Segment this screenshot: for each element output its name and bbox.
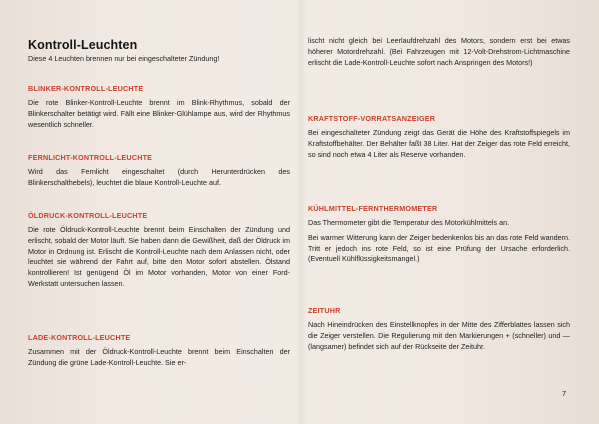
section-paragraph: Bei eingeschalteter Zündung zeigt das Gerät die Höhe des Kraftstoffspiegels im Kraftstoffbehälter. Der Behälter faßt 38 Liter. Hat der Zeiger das rote Feld erreicht, so sind noch etwa 4 Liter als Reserve vorhanden. [308, 128, 570, 159]
section-lade-continued [308, 36, 570, 68]
section-paragraph: Wird das Fernlicht eingeschaltet (durch Herunterdrücken des Blinkerschalthebels), leuchtet die blaue Kontroll-Leuchte auf. [28, 167, 290, 187]
page-number: 7 [562, 389, 567, 398]
section-kuehlmittel [308, 204, 570, 265]
section-oeldruck [28, 211, 290, 290]
intro-text: Diese 4 Leuchten brennen nur bei eingeschalteter Zündung! [28, 54, 220, 63]
section-paragraph: Die rote Öldruck-Kontroll-Leuchte brennt beim Einschalten der Zündung und erlischt, sobald der Motor läuft. Sie haben dann die Gewißheit, daß der Öldruck im Motor in Ordnung ist. Erlischt die Kontroll-Leuchte nach dem Anlassen nicht, oder leuchtet sie während der Fahrt auf, bitte den Motor sofort abstellen. Ölstand kontrollieren! Ist genügend Öl im Motor vorhanden, Motor von einer Ford-Werkstatt untersuchen lassen. [28, 225, 290, 288]
section-paragraph: lischt nicht gleich bei Leerlaufdrehzahl des Motors, sondern erst bei etwas höherer Motordrehzahl. (Bei Fahrzeugen mit 12-Volt-Drehstrom-Lichtmaschine erlischt die Lade-Kontroll-Leuchte sofort nach Anspringen des Motors!) [308, 36, 570, 67]
section-heading: FERNLICHT-KONTROLL-LEUCHTE [28, 153, 153, 162]
section-paragraph: Das Thermometer gibt die Temperatur des Motorkühlmittels an. [308, 218, 510, 227]
section-zeituhr [308, 306, 570, 352]
section-heading: ZEITUHR [308, 306, 341, 315]
section-blinker [28, 84, 290, 130]
section-paragraph: Die rote Blinker-Kontroll-Leuchte brennt im Blink-Rhythmus, sobald der Blinkerschalter betätigt wird. Fällt eine Blinker-Glühlampe aus, wird der Rhythmus wesentlich schneller. [28, 98, 290, 129]
section-paragraph: Bei warmer Witterung kann der Zeiger bedenkenlos bis an das rote Feld wandern. Tritt er jedoch ins rote Feld, so ist eine Prüfung der Ursache erforderlich. (Eventuell Kühlflüssigkeitsmangel.) [308, 232, 570, 264]
section-heading: BLINKER-KONTROLL-LEUCHTE [28, 84, 144, 93]
section-heading: ÖLDRUCK-KONTROLL-LEUCHTE [28, 211, 148, 220]
section-paragraph: Zusammen mit der Öldruck-Kontroll-Leuchte brennt beim Einschalten der Zündung die grüne Lade-Kontroll-Leuchte. Sie er- [28, 347, 290, 367]
page-title: Kontroll-Leuchten [28, 38, 138, 52]
section-fernlicht [28, 153, 290, 189]
section-paragraph: Nach Hineindrücken des Einstellknopfes in der Mitte des Zifferblattes lassen sich die Zeiger verstellen. Die Regulierung mit den Markierungen + (schneller) und — (langsamer) befindet sich auf der Rückseite der Zeituhr. [308, 320, 570, 351]
section-lade [28, 333, 290, 369]
section-heading: KRAFTSTOFF-VORRATSANZEIGER [308, 114, 436, 123]
section-kraftstoff [308, 114, 570, 160]
page-gutter [296, 0, 306, 424]
section-heading: KÜHLMITTEL-FERNTHERMOMETER [308, 204, 438, 213]
section-heading: LADE-KONTROLL-LEUCHTE [28, 333, 131, 342]
